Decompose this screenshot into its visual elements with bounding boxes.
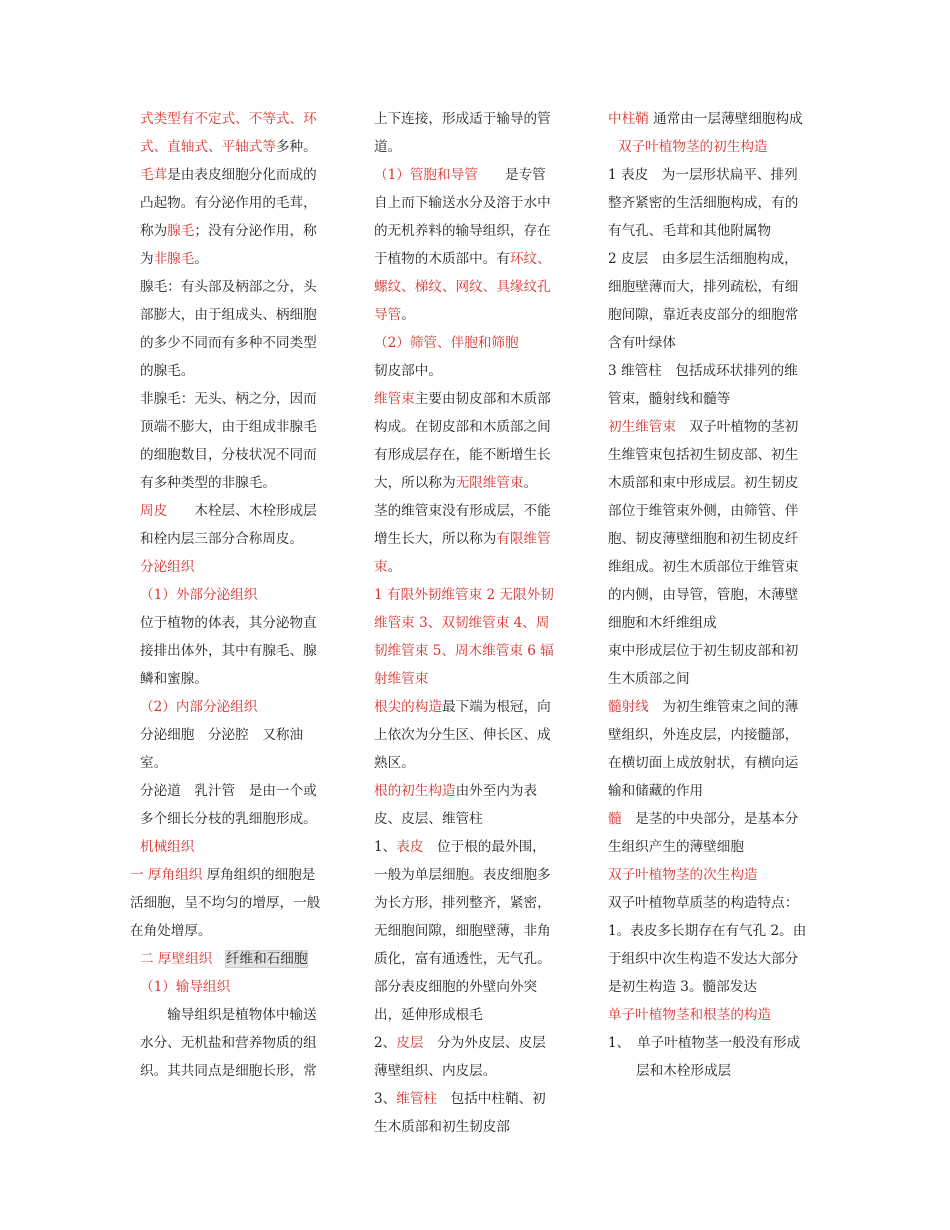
glandular-hair-paragraph: 腺毛：有头部及柄部之分，头部膨大，由于组成头、柄细胞的多少不同而有多种不同类型的腺毛。 [140,279,317,379]
periderm-paragraph: 周皮 木栓层、木栓形成层和栓内层三部分合称周皮。 [140,503,317,547]
pericycle-paragraph: 中柱鞘 通常由一层薄壁细胞构成 [608,111,803,127]
column-3 [608,105,808,1085]
stem-epidermis-paragraph: 1 表皮 为一层形状扁平、排列整齐紧密的生活细胞构成，有的有气孔、毛茸和其他附属物 [608,167,799,239]
sclerenchyma-line: 二 厚壁组织 纤维和石细胞 [140,951,308,967]
column-1 [130,105,324,1085]
monocot-stem-paragraph: 1、 单子叶植物茎一般没有形成层和木栓形成层 [608,1035,801,1079]
trichome-paragraph: 毛茸是由表皮细胞分化而成的凸起物。有分泌作用的毛茸，称为腺毛；没有分泌作用，称为非腺毛。 [140,167,317,267]
conducting-tissue-text: 输导组织是植物体中输送水分、无机盐和营养物质的组织。其共同点是细胞长形，常 [140,1007,317,1079]
secretory-duct-text: 分泌道 乳汁管 是由一个或多个细长分枝的乳细胞形成。 [140,783,317,827]
herbaceous-stem-paragraph: 双子叶植物草质茎的构造特点：1。表皮多长期存在有气孔 2。由于组织中次生构造不发达大部分是初生构造 3。髓部发达 [608,895,807,995]
secretory-cell-text: 分泌细胞 分泌腔 又称油室。 [140,727,304,771]
external-secretory-heading: （1）外部分泌组织 [140,587,258,603]
stomata-types-text: 式类型有不定式、不等式、环式、直轴式、平轴式等多种。 [140,111,317,155]
collenchyma-paragraph: 一 厚角组织 厚角组织的细胞是活细胞，呈不均匀的增厚，一般在角处增厚。 [130,867,321,939]
tracheid-vessel-paragraph: （1）管胞和导管 是专管自上而下输送水分及溶于水中的无机养料的输导组织，存在于植物的木质部中。有环纹、螺纹、梯纹、网纹、具缘纹孔导管。 [374,167,551,323]
sieve-tube-paragraph: （2）筛管、伴胞和筛胞 韧皮部中。 [374,335,546,379]
stele-paragraph: 3、维管柱 包括中柱鞘、初生木质部和初生韧皮部 [374,1091,546,1135]
internal-secretory-heading: （2）内部分泌组织 [140,699,258,715]
cortex-paragraph: 2、皮层 分为外皮层、皮层薄壁组织、内皮层。 [374,1035,546,1079]
external-secretory-text: 位于植物的体表，其分泌物直接排出体外，其中有腺毛、腺鳞和蜜腺。 [140,615,317,687]
dicot-primary-heading: 双子叶植物茎的初生构造 [618,139,768,155]
bundle-types-list: 1 有限外韧维管束 2 无限外韧维管束 3、双韧维管束 4、周韧维管束 5、周木维管束 6 辐射维管束 [374,587,554,687]
mechanical-tissue-heading: 机械组织 [140,839,195,855]
epidermis-paragraph: 1、表皮 位于根的最外围，一般为单层细胞。表皮细胞多为长方形，排列整齐，紧密，无细胞间隙，细胞壁薄，非角质化，富有通透性，无气孔。部分表皮细胞的外壁向外突出，延伸形成根毛 [374,839,551,1023]
column-2 [374,105,558,1141]
primary-bundle-paragraph: 初生维管束 双子叶植物的茎初生维管束包括初生韧皮部、初生木质部和束中形成层。初生韧皮部位于维管束外侧，由筛管、伴胞、韧皮薄壁细胞和初生韧皮纤维组成。初生木质部位于维管束的内侧，由导管，管胞，木薄壁细胞和木纤维组成 [608,419,799,631]
conducting-continued-text: 上下连接，形成适于输导的管道。 [374,111,551,155]
pith-ray-paragraph: 髓射线 为初生维管束之间的薄壁组织，外连皮层，内接髓部，在横切面上成放射状，有横向运输和储藏的作用 [608,699,799,799]
stem-stele-paragraph: 3 维管柱 包括成环状排列的维管束，髓射线和髓等 [608,363,798,407]
root-primary-paragraph: 根的初生构造由外至内为表皮、皮层、维管柱 [374,783,538,827]
conducting-tissue-heading: （1）输导组织 [140,979,231,995]
stem-cortex-paragraph: 2 皮层 由多层生活细胞构成，细胞壁薄而大，排列疏松，有细胞间隙，靠近表皮部分的细胞常含有叶绿体 [608,251,799,351]
monocot-heading: 单子叶植物茎和根茎的构造 [608,1007,772,1023]
fascicular-cambium-paragraph: 束中形成层位于初生韧皮部和初生木质部之间 [608,643,799,687]
dicot-secondary-heading: 双子叶植物茎的次生构造 [608,867,758,883]
pith-paragraph: 髓 是茎的中央部分，是基本分生组织产生的薄壁细胞 [608,811,799,855]
closed-bundle-paragraph: 茎的维管束没有形成层，不能增生长大，所以称为有限维管束。 [374,503,551,575]
nonglandular-hair-paragraph: 非腺毛：无头、柄之分，因而顶端不膨大，由于组成非腺毛的细胞数目，分枝状况不同而有多种类型的非腺毛。 [140,391,317,491]
fiber-sclereid-highlight: 纤维和石细胞 [225,951,308,967]
vascular-bundle-paragraph: 维管束主要由韧皮部和木质部构成。在韧皮部和木质部之间有形成层存在，能不断增生长大，所以称为无限维管束。 [374,391,551,491]
secretory-tissue-heading: 分泌组织 [140,559,195,575]
root-tip-paragraph: 根尖的构造最下端为根冠，向上依次为分生区、伸长区、成熟区。 [374,699,551,771]
